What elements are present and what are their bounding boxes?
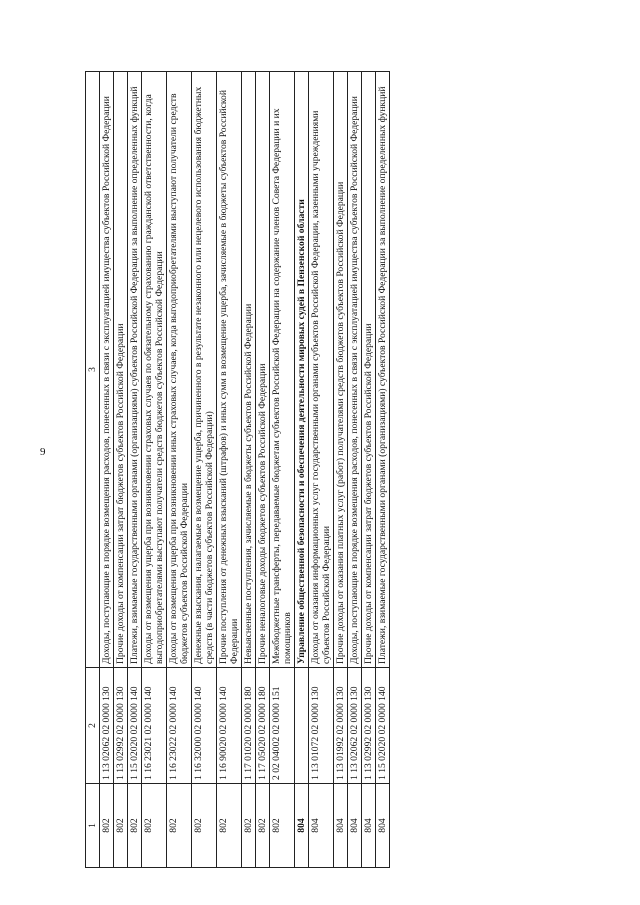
revenue-name-cell: Доходы от оказания информационных услуг государственными органами субъектов Российской Федерации, казенными учреждениями субъектов Российской Федерации bbox=[309, 72, 334, 668]
revenue-code-cell: 1 16 23021 02 0000 140 bbox=[142, 668, 167, 784]
table-row bbox=[295, 72, 309, 868]
table-row bbox=[114, 72, 128, 868]
revenue-name-cell: Платежи, взимаемые государственными органами (организациями) субъектов Российской Федерации за выполнение определенных функций bbox=[128, 72, 142, 668]
revenue-code-cell: 1 15 02020 02 0000 140 bbox=[128, 668, 142, 784]
revenue-name-cell: Доходы от возмещения ущерба при возникновении иных страховых случаев, когда выгодоприобретателями выступают получатели средств бюджетов субъектов Российской Федерации bbox=[167, 72, 192, 668]
admin-code-cell: 802 bbox=[128, 784, 142, 868]
revenue-name-cell: Межбюджетные трансферты, передаваемые бюджетам субъектов Российской Федерации на содержание членов Совета Федерации и их помощников bbox=[270, 72, 295, 668]
admin-code-cell: 802 bbox=[167, 784, 192, 868]
admin-code-cell: 802 bbox=[242, 784, 256, 868]
admin-code-cell: 802 bbox=[114, 784, 128, 868]
revenue-name-cell: Прочие неналоговые доходы бюджетов субъектов Российской Федерации bbox=[256, 72, 270, 668]
rotated-table-container bbox=[85, 72, 620, 868]
revenue-codes-table bbox=[85, 71, 390, 868]
revenue-name-cell: Управление общественной безопасности и обеспечения деятельности мировых судей в Пензенской области bbox=[295, 72, 309, 668]
admin-code-cell: 804 bbox=[362, 784, 376, 868]
admin-code-cell: 804 bbox=[334, 784, 348, 868]
column-header-3: 3 bbox=[86, 72, 100, 668]
table-row bbox=[167, 72, 192, 868]
table-row bbox=[348, 72, 362, 868]
table-row bbox=[142, 72, 167, 868]
revenue-code-cell bbox=[295, 668, 309, 784]
admin-code-cell: 804 bbox=[348, 784, 362, 868]
page-number: 9 bbox=[40, 446, 46, 458]
table-row bbox=[242, 72, 256, 868]
table-row bbox=[100, 72, 114, 868]
table-row bbox=[128, 72, 142, 868]
admin-code-cell: 802 bbox=[100, 784, 114, 868]
table-row bbox=[334, 72, 348, 868]
revenue-name-cell: Невыясненные поступления, зачисляемые в бюджеты субъектов Российской Федерации bbox=[242, 72, 256, 668]
admin-code-cell: 804 bbox=[309, 784, 334, 868]
admin-code-cell: 804 bbox=[295, 784, 309, 868]
column-header-1: 1 bbox=[86, 784, 100, 868]
revenue-name-cell: Прочие поступления от денежных взысканий (штрафов) и иных сумм в возмещение ущерба, зачисляемые в бюджеты субъектов Российской Федерации bbox=[217, 72, 242, 668]
revenue-name-cell: Платежи, взимаемые государственными органами (организациями) субъектов Российской Федерации за выполнение определенных функций bbox=[376, 72, 390, 668]
revenue-code-cell: 1 17 01020 02 0000 180 bbox=[242, 668, 256, 784]
column-header-2: 2 bbox=[86, 668, 100, 784]
table-row bbox=[192, 72, 217, 868]
admin-code-cell: 802 bbox=[192, 784, 217, 868]
revenue-code-cell: 1 13 02062 02 0000 130 bbox=[348, 668, 362, 784]
table-row bbox=[376, 72, 390, 868]
revenue-code-cell: 1 13 01072 02 0000 130 bbox=[309, 668, 334, 784]
revenue-name-cell: Доходы от возмещения ущерба при возникновении страховых случаев по обязательному страхованию гражданской ответственности, когда выгодоприобретателями выступают получатели средств бюджетов субъектов Российской Федерации bbox=[142, 72, 167, 668]
admin-code-cell: 802 bbox=[142, 784, 167, 868]
revenue-code-cell: 1 13 02992 02 0000 130 bbox=[362, 668, 376, 784]
revenue-name-cell: Доходы, поступающие в порядке возмещения расходов, понесенных в связи с эксплуатацией имущества субъектов Российской Федерации bbox=[348, 72, 362, 668]
table-row bbox=[362, 72, 376, 868]
table-row bbox=[256, 72, 270, 868]
table-body bbox=[100, 72, 390, 868]
revenue-code-cell: 1 16 32000 02 0000 140 bbox=[192, 668, 217, 784]
revenue-code-cell: 1 15 02020 02 0000 140 bbox=[376, 668, 390, 784]
revenue-name-cell: Прочие доходы от оказания платных услуг (работ) получателями средств бюджетов субъектов Российской Федерации bbox=[334, 72, 348, 668]
revenue-code-cell: 1 16 23022 02 0000 140 bbox=[167, 668, 192, 784]
admin-code-cell: 802 bbox=[270, 784, 295, 868]
admin-code-cell: 804 bbox=[376, 784, 390, 868]
revenue-code-cell: 2 02 04002 02 0000 151 bbox=[270, 668, 295, 784]
revenue-name-cell: Денежные взыскания, налагаемые в возмещение ущерба, причиненного в результате незаконного или нецелевого использования бюджетных средств (в части бюджетов субъектов Российской Федерации) bbox=[192, 72, 217, 668]
table-row bbox=[217, 72, 242, 868]
revenue-code-cell: 1 13 02062 02 0000 130 bbox=[100, 668, 114, 784]
revenue-code-cell: 1 16 90020 02 0000 140 bbox=[217, 668, 242, 784]
table-header-row bbox=[86, 72, 100, 868]
table-row bbox=[309, 72, 334, 868]
revenue-name-cell: Прочие доходы от компенсации затрат бюджетов субъектов Российской Федерации bbox=[362, 72, 376, 668]
admin-code-cell: 802 bbox=[256, 784, 270, 868]
table-row bbox=[270, 72, 295, 868]
revenue-code-cell: 1 17 05020 02 0000 180 bbox=[256, 668, 270, 784]
revenue-name-cell: Доходы, поступающие в порядке возмещения расходов, понесенных в связи с эксплуатацией имущества субъектов Российской Федерации bbox=[100, 72, 114, 668]
revenue-name-cell: Прочие доходы от компенсации затрат бюджетов субъектов Российской Федерации bbox=[114, 72, 128, 668]
admin-code-cell: 802 bbox=[217, 784, 242, 868]
revenue-code-cell: 1 13 02992 02 0000 130 bbox=[114, 668, 128, 784]
revenue-code-cell: 1 13 01992 02 0000 130 bbox=[334, 668, 348, 784]
